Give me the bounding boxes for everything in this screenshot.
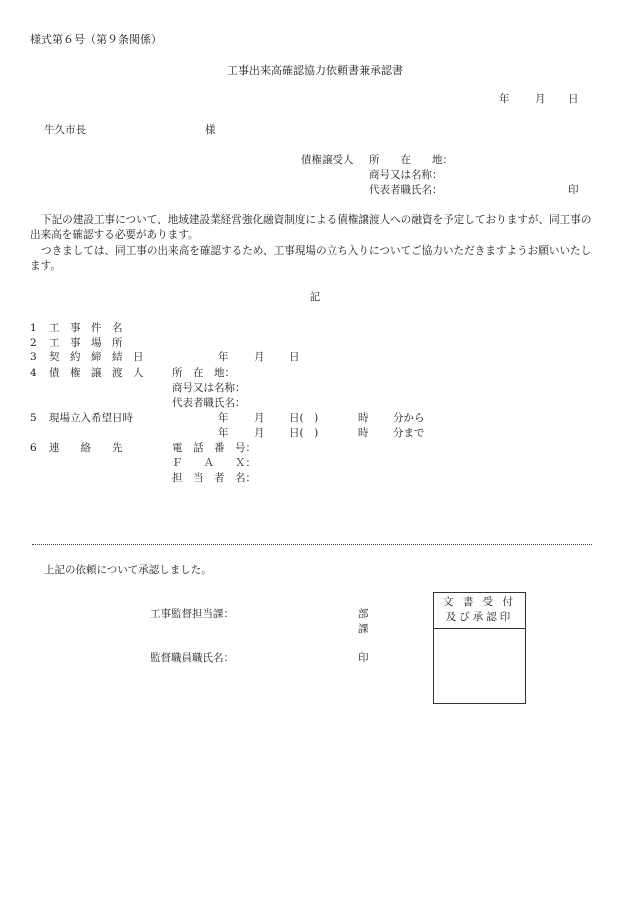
item-3-year: 年 [218,351,229,363]
date-year: 年 [499,93,510,105]
item-6-person-label: 担 当 者 名： [172,472,256,484]
item-6-label: 連 絡 先 [49,442,123,454]
requester-role: 債権譲受人 [301,154,354,166]
requester-rep-label: 代表者職氏名： [369,184,443,196]
item-5-label: 現場立入希望日時 [49,412,133,424]
item-6-phone-label: 電 話 番 号： [172,442,256,454]
supervisor-seal: 印 [358,652,369,664]
item-5-row1-day: 日( ) [289,412,319,424]
item-3-day: 日 [289,351,300,363]
item-6-number: 6 [30,442,37,454]
requester-seal: 印 [568,184,579,196]
dept-label: 工事監督担当課： [150,608,234,620]
body-paragraph-2: つきましては、同工事の出来高を確認するため、工事現場の立ち入りについてご協力いただきますようお願いいたします。 [30,245,592,272]
stamp-box-line2: 及び承認印 [445,611,514,623]
item-1-number: 1 [30,322,37,334]
item-5-row2-month: 月 [254,427,265,439]
item-3-number: 3 [30,351,37,363]
item-5-row1-year: 年 [218,412,229,424]
ki-heading: 記 [309,291,321,303]
item-1-label: 工 事 件 名 [49,322,123,334]
item-2-label: 工 事 場 所 [49,337,123,349]
dept-ka: 課 [358,623,369,635]
item-5-row1-hour: 時 [358,412,369,424]
item-3-label: 契 約 締 結 日 [49,351,144,363]
approval-statement: 上記の依頼について承認しました。 [44,564,212,576]
requester-address-label: 所 在 地： [369,154,453,166]
item-5-row2-year: 年 [218,427,229,439]
cut-line-divider [32,544,592,545]
item-2-number: 2 [30,337,37,349]
item-6-fax-label: Ｆ Ａ Ｘ： [172,457,256,469]
supervisor-label: 監督職員職氏名： [150,652,234,664]
body-paragraph-1: 下記の建設工事について、地域建設業経営強化融資制度による債権譲渡人への融資を予定しておりますが、同工事の出来高を確認する必要があります。 [30,214,592,241]
item-4-label: 債 権 譲 渡 人 [49,367,144,379]
item-5-row2-hour: 時 [358,427,369,439]
item-3-month: 月 [254,351,265,363]
date-month: 月 [535,93,546,105]
date-day: 日 [568,93,579,105]
item-5-row2-minute: 分まで [393,427,425,439]
requester-company-label: 商号又は名称： [369,169,443,181]
document-title: 工事出来高確認協力依頼書兼承認書 [227,64,403,77]
item-4-address-label: 所 在 地： [172,367,235,379]
item-5-row1-month: 月 [254,412,265,424]
stamp-box [433,592,526,704]
item-4-rep-label: 代表者職氏名： [172,397,246,409]
addressee-name: 牛久市長 [44,124,86,136]
dept-bu: 部 [358,608,369,620]
stamp-box-line1: 文 書 受 付 [442,596,516,608]
item-5-number: 5 [30,412,37,424]
item-5-row1-minute: 分から [393,412,425,424]
item-5-row2-day: 日( ) [289,427,319,439]
addressee-honorific: 様 [205,124,216,136]
item-4-number: 4 [30,367,37,379]
item-4-company-label: 商号又は名称： [172,382,246,394]
stamp-box-header [434,593,525,629]
form-number: 様式第６号（第９条関係） [30,33,162,46]
